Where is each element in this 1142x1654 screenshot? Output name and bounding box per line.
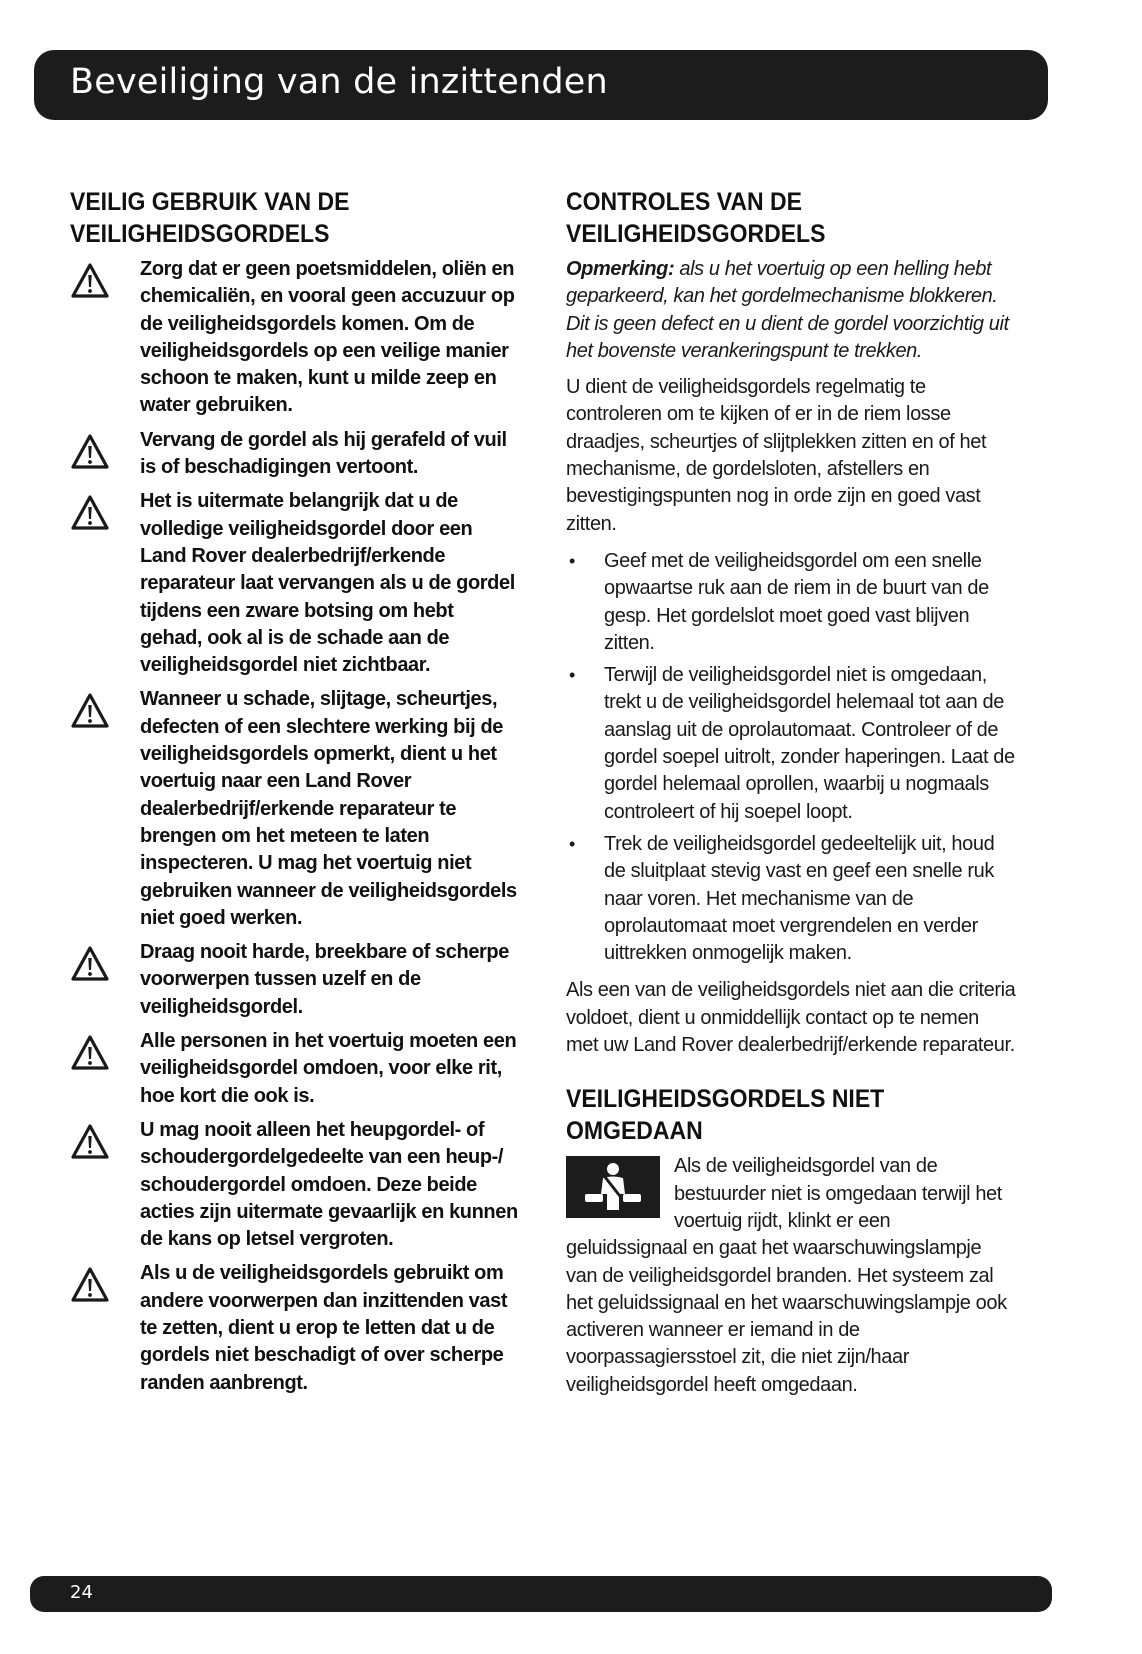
warning-triangle-icon (70, 945, 110, 983)
intro-paragraph: U dient de veiligheidsgordels regelmatig te controleren om te kijken of er in de riem losse draadjes, scheurtjes of slijtplekken zitten en of het mechanisme, de gordelsloten, afstellers en bevestigingspunten nog in orde zijn en goed vast zitten. (566, 376, 987, 535)
warning-item (70, 488, 520, 679)
warning-triangle-icon (70, 494, 110, 532)
page-number: 24 (70, 1582, 93, 1603)
warning-triangle-icon (70, 1123, 110, 1161)
list-item (566, 548, 1016, 657)
warning-text: Vervang de gordel als hij gerafeld of vuil is of beschadigingen vertoont. (140, 428, 507, 479)
bullet-text: Geef met de veiligheidsgordel om een snelle opwaartse ruk aan de riem in de buurt van de gesp. Het gordelslot moet goed vast blijven zitten. (604, 549, 989, 654)
warning-item (70, 939, 520, 1021)
header-bar (34, 50, 1048, 120)
left-column (70, 186, 520, 1404)
note-text: als u het voertuig op een helling hebt geparkeerd, kan het gordelmechanisme blokkeren. Dit is geen defect en u dient de gordel voorzichtig uit het bovenste verankeringspunt te trekken. (566, 258, 1009, 362)
warning-triangle-icon (70, 1266, 110, 1304)
warning-text: Alle personen in het voertuig moeten een veiligheidsgordel omdoen, voor elke rit, hoe kort die ook is. (140, 1030, 517, 1107)
warning-list (70, 256, 520, 1397)
warning-triangle-icon (70, 433, 110, 471)
warning-item (70, 686, 520, 932)
warning-item (70, 427, 520, 482)
belt-warning-block (566, 1153, 1016, 1399)
check-bullet-list (566, 548, 1016, 967)
warning-triangle-icon (70, 262, 110, 300)
note-paragraph (566, 256, 1016, 365)
warning-item (70, 256, 520, 420)
warning-item (70, 1260, 520, 1396)
warning-text: Draag nooit harde, breekbare of scherpe voorwerpen tussen uzelf en de veiligheidsgordel. (140, 941, 509, 1018)
seatbelt-warning-icon (566, 1156, 660, 1218)
warning-text: U mag nooit alleen het heupgordel- of schoudergordelgedeelte van een heup-/ schoudergordel omdoen. Deze beide acties zijn uitermate gevaarlijk en kunnen de kans op letsel vergroten. (140, 1118, 518, 1251)
section-heading-not-fastened: VEILIGHEIDSGORDELS NIET OMGEDAAN (566, 1085, 885, 1146)
section-heading-safe-use: VEILIG GEBRUIK VAN DE VEILIGHEIDSGORDELS (70, 188, 350, 248)
bullet-symbol: • (569, 550, 575, 571)
warning-text: Als u de veiligheidsgordels gebruikt om andere voorwerpen dan inzittenden vast te zetten, dient u erop te letten dat u de gordels niet beschadigt of over scherpe randen aanbrengt. (140, 1262, 508, 1394)
note-label: Opmerking: (566, 258, 675, 280)
warning-triangle-icon (70, 1034, 110, 1072)
warning-item (70, 1117, 520, 1253)
right-column (566, 186, 1016, 1399)
bullet-symbol: • (569, 665, 575, 686)
bullet-text: Trek de veiligheidsgordel gedeeltelijk uit, houd de sluitplaat stevig vast en geef een snelle ruk naar voren. Het mechanisme van de oprolautomaat moet vergrendelen en verder uittrekken onmogelijk maken. (604, 832, 995, 965)
belt-warning-text: Als de veiligheidsgordel van de bestuurder niet is omgedaan terwijl het voertuig rijdt, klinkt er een geluidssignaal en gaat het waarschuwingslampje van de veiligheidsgordel branden. Het systeem zal het geluidssignaal en het waarschuwingslampje ook activeren wanneer er iemand in de voorpassagiersstoel zit, die niet zijn/haar veiligheidsgordel heeft omgedaan. (566, 1155, 1007, 1396)
section-heading-checks: CONTROLES VAN DE VEILIGHEIDSGORDELS (566, 188, 826, 248)
page-title: Beveiliging van de inzittenden (70, 62, 608, 102)
warning-text: Zorg dat er geen poetsmiddelen, oliën en chemicaliën, en vooral geen accuzuur op de veiligheidsgordels komen. Om de veiligheidsgordels op een veilige manier schoon te maken, kunt u milde zeep en water gebruiken. (140, 258, 515, 417)
warning-text: Het is uitermate belangrijk dat u de volledige veiligheidsgordel door een Land Rover dealerbedrijf/erkende reparateur laat vervangen als u de gordel tijdens een zware botsing om hebt gehad, ook al is de schade aan de veiligheidsgordel niet zichtbaar. (140, 490, 515, 677)
list-item (566, 831, 1016, 967)
warning-text: Wanneer u schade, slijtage, scheurtjes, defecten of een slechtere werking bij de veiligheidsgordels opmerkt, dient u het voertuig naar een Land Rover dealerbedrijf/erkende reparateur te brengen om het meteen te laten inspecteren. U mag het voertuig niet gebruiken wanneer de veiligheidsgordels niet goed werken. (140, 688, 517, 929)
footer-bar (30, 1576, 1052, 1612)
outro-paragraph: Als een van de veiligheidsgordels niet aan die criteria voldoet, dient u onmiddellijk contact op te nemen met uw Land Rover dealerbedrijf/erkende reparateur. (566, 979, 1016, 1057)
warning-item (70, 1028, 520, 1110)
bullet-symbol: • (569, 833, 575, 854)
bullet-text: Terwijl de veiligheidsgordel niet is omgedaan, trekt u de veiligheidsgordel helemaal tot aan de aanslag uit de oprolautomaat. Controleer of de gordel soepel uitrolt, zonder haperingen. Laat de gordel helemaal oprollen, waarbij u nogmaals controleert of hij soepel loopt. (604, 664, 1015, 823)
warning-triangle-icon (70, 692, 110, 730)
list-item (566, 662, 1016, 826)
